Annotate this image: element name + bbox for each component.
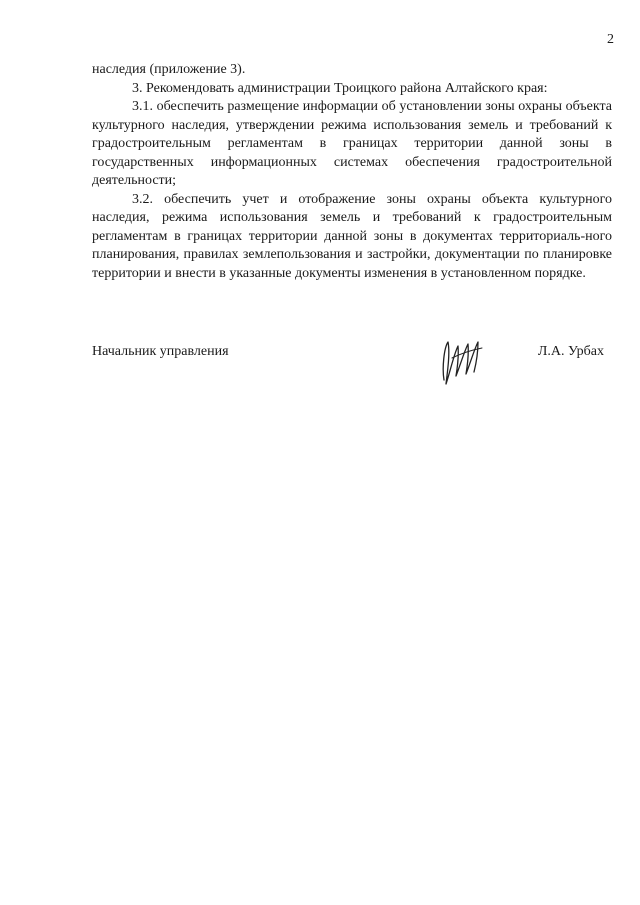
paragraph-item-3: 3. Рекомендовать администрации Троицкого района Алтайского края: bbox=[132, 80, 548, 96]
paragraph-continuation: наследия (приложение 3). bbox=[92, 62, 246, 77]
page-number: 2 bbox=[607, 32, 614, 47]
signatory-title: Начальник управления bbox=[92, 344, 229, 359]
signatory-name: Л.А. Урбах bbox=[537, 344, 604, 359]
paragraph-item-3-1: 3.1. обеспечить размещение информации об установлении зоны охраны объекта культурного наследия, утверждении режима использования земель и требований к градостроительным регламентам в границах территории данной зоны в государственных информационных системах обеспечения градостроительной деятельности; bbox=[92, 99, 612, 188]
document-body bbox=[92, 61, 612, 283]
handwritten-signature bbox=[432, 328, 502, 398]
signature-block bbox=[92, 344, 612, 404]
paragraph-item-3-2: 3.2. обеспечить учет и отображение зоны охраны объекта культурного наследия, режима использования земель и требований к градостроительным регламентам в границах территории данной зоны в документах территориаль-ного планирования, правилах землепользования и застройки, документации по планировке территории и внести в указанные документы изменения в установленном порядке. bbox=[92, 191, 612, 281]
